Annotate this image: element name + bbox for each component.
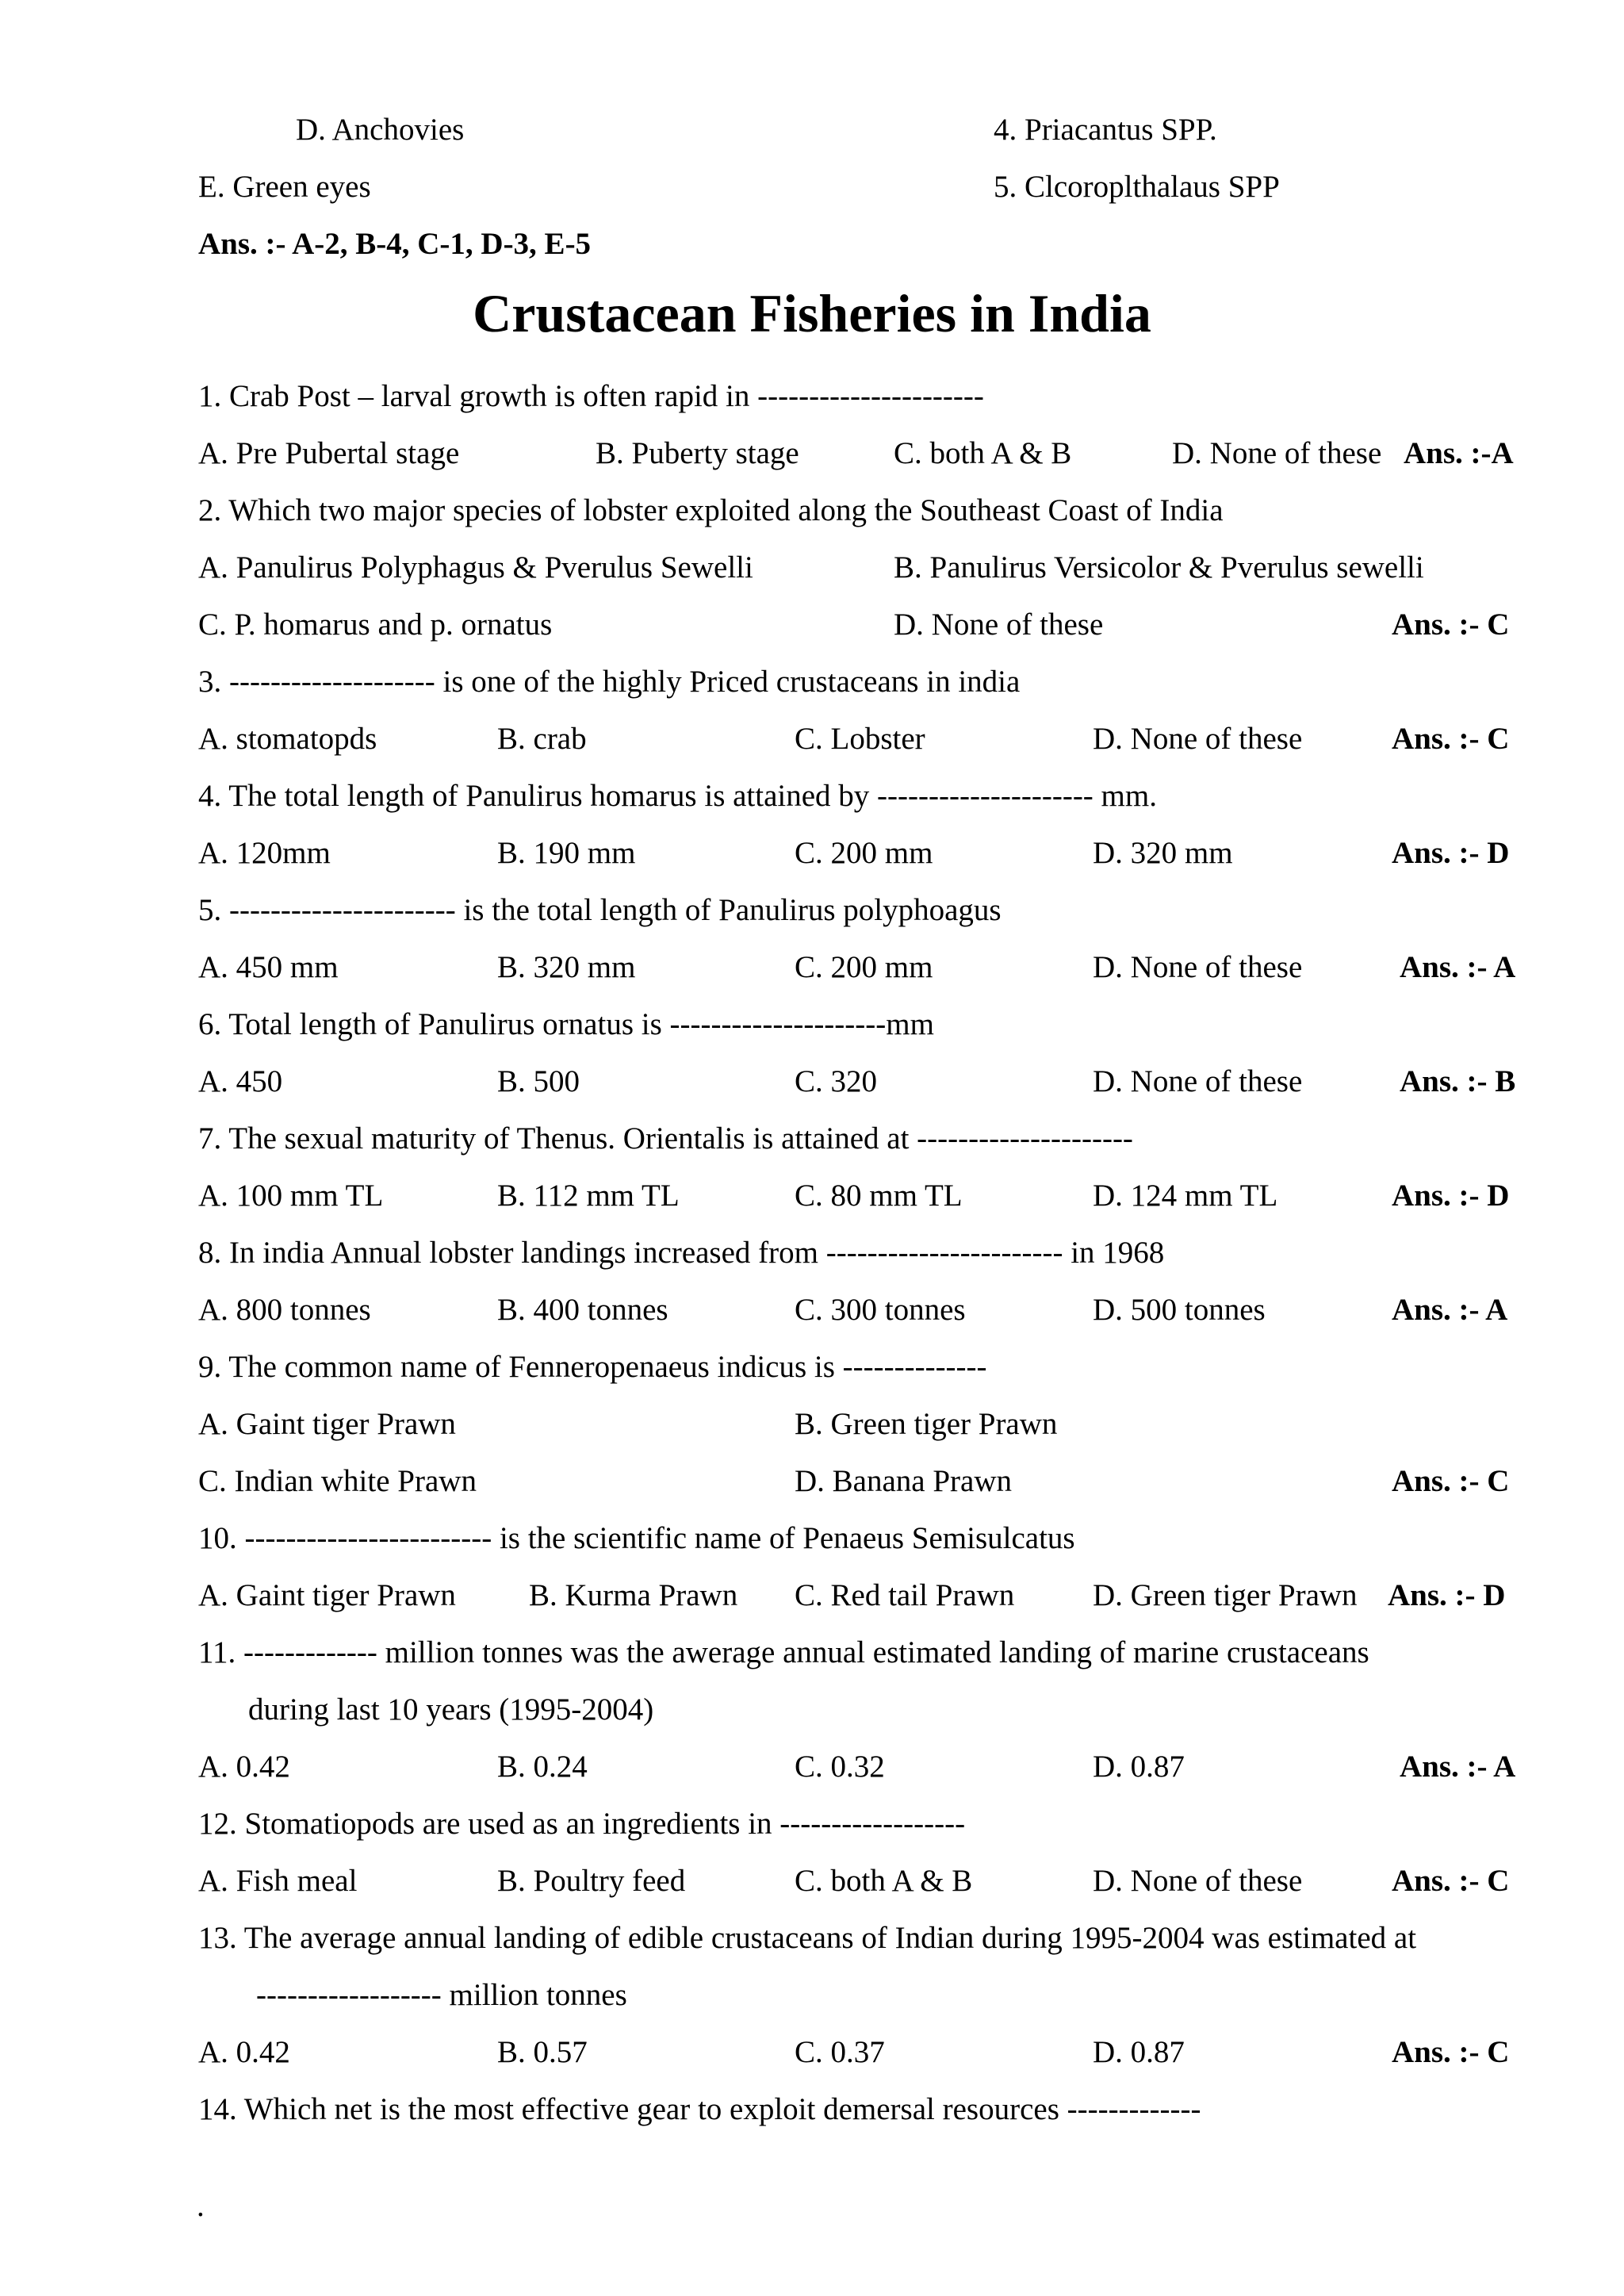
question-1: 1. Crab Post – larval growth is often rapid in ----------------------	[198, 379, 984, 413]
q7-answer: Ans. :- D	[1392, 1179, 1510, 1213]
q10-option-d: D. Green tiger Prawn	[1093, 1578, 1358, 1612]
q6-option-c: C. 320	[795, 1064, 878, 1098]
q11-option-a: A. 0.42	[198, 1750, 290, 1784]
q10-option-a: A. Gaint tiger Prawn	[198, 1578, 456, 1612]
q4-answer: Ans. :- D	[1392, 836, 1510, 870]
q1-option-a: A. Pre Pubertal stage	[198, 436, 460, 470]
q12-answer: Ans. :- C	[1392, 1864, 1510, 1898]
q9-option-b: B. Green tiger Prawn	[795, 1407, 1058, 1441]
q4-option-a: A. 120mm	[198, 836, 331, 870]
q10-option-b: B. Kurma Prawn	[529, 1578, 738, 1612]
match-left-item-d: D. Anchovies	[296, 113, 465, 147]
question-5: 5. ---------------------- is the total length of Panulirus polyphoagus	[198, 893, 1002, 927]
q5-option-c: C. 200 mm	[795, 950, 933, 984]
q6-option-b: B. 500	[497, 1064, 580, 1098]
q4-option-b: B. 190 mm	[497, 836, 636, 870]
question-7: 7. The sexual maturity of Thenus. Orientalis is attained at ---------------------	[198, 1121, 1133, 1156]
question-14: 14. Which net is the most effective gear to exploit demersal resources -------------	[198, 2092, 1201, 2126]
q3-option-a: A. stomatopds	[198, 722, 377, 756]
q7-option-a: A. 100 mm TL	[198, 1179, 384, 1213]
match-right-item-5: 5. Clcoroplthalaus SPP	[994, 170, 1280, 204]
q2-option-b: B. Panulirus Versicolor & Pverulus sewelli	[894, 550, 1424, 585]
question-3: 3. -------------------- is one of the highly Priced crustaceans in india	[198, 665, 1021, 699]
q11-option-d: D. 0.87	[1093, 1750, 1185, 1784]
q5-option-b: B. 320 mm	[497, 950, 636, 984]
q8-answer: Ans. :- A	[1392, 1293, 1508, 1327]
q1-answer: Ans. :-A	[1404, 436, 1514, 470]
q13-answer: Ans. :- C	[1392, 2035, 1510, 2069]
q6-option-a: A. 450	[198, 1064, 283, 1098]
q6-answer: Ans. :- B	[1400, 1064, 1516, 1098]
q12-option-d: D. None of these	[1093, 1864, 1303, 1898]
match-answer: Ans. :- A-2, B-4, C-1, D-3, E-5	[198, 227, 592, 261]
q9-answer: Ans. :- C	[1392, 1464, 1510, 1498]
question-8: 8. In india Annual lobster landings increased from ----------------------- in 1968	[198, 1236, 1165, 1270]
q1-option-d: D. None of these	[1172, 436, 1382, 470]
question-10: 10. ------------------------ is the scientific name of Penaeus Semisulcatus	[198, 1521, 1075, 1555]
q11-option-b: B. 0.24	[497, 1750, 588, 1784]
q3-option-c: C. Lobster	[795, 722, 925, 756]
q3-option-b: B. crab	[497, 722, 587, 756]
q12-option-a: A. Fish meal	[198, 1864, 358, 1898]
q10-answer: Ans. :- D	[1388, 1578, 1506, 1612]
q5-answer: Ans. :- A	[1400, 950, 1516, 984]
question-13-continued: ------------------ million tonnes	[256, 1978, 627, 2012]
q5-option-a: A. 450 mm	[198, 950, 339, 984]
question-2: 2. Which two major species of lobster exploited along the Southeast Coast of India	[198, 493, 1224, 527]
match-right-item-4: 4. Priacantus SPP.	[994, 113, 1217, 147]
question-11: 11. ------------- million tonnes was the awerage annual estimated landing of marine crustaceans	[198, 1635, 1369, 1669]
q1-option-c: C. both A & B	[894, 436, 1072, 470]
match-left-item-e: E. Green eyes	[198, 170, 371, 204]
q2-option-d: D. None of these	[894, 608, 1104, 642]
q1-option-b: B. Puberty stage	[596, 436, 799, 470]
q11-answer: Ans. :- A	[1400, 1750, 1516, 1784]
q7-option-b: B. 112 mm TL	[497, 1179, 680, 1213]
q8-option-c: C. 300 tonnes	[795, 1293, 966, 1327]
q7-option-d: D. 124 mm TL	[1093, 1179, 1278, 1213]
q3-option-d: D. None of these	[1093, 722, 1303, 756]
q3-answer: Ans. :- C	[1392, 722, 1510, 756]
question-9: 9. The common name of Fenneropenaeus indicus is --------------	[198, 1350, 987, 1384]
q12-option-c: C. both A & B	[795, 1864, 973, 1898]
q10-option-c: C. Red tail Prawn	[795, 1578, 1015, 1612]
q13-option-c: C. 0.37	[795, 2035, 885, 2069]
q4-option-c: C. 200 mm	[795, 836, 933, 870]
section-title: Crustacean Fisheries in India	[473, 283, 1151, 343]
q8-option-b: B. 400 tonnes	[497, 1293, 668, 1327]
q5-option-d: D. None of these	[1093, 950, 1303, 984]
q12-option-b: B. Poultry feed	[497, 1864, 686, 1898]
q6-option-d: D. None of these	[1093, 1064, 1303, 1098]
q8-option-d: D. 500 tonnes	[1093, 1293, 1266, 1327]
q2-option-c: C. P. homarus and p. ornatus	[198, 608, 553, 642]
q13-option-d: D. 0.87	[1093, 2035, 1185, 2069]
q13-option-b: B. 0.57	[497, 2035, 588, 2069]
q7-option-c: C. 80 mm TL	[795, 1179, 963, 1213]
question-6: 6. Total length of Panulirus ornatus is ---------------------mm	[198, 1007, 934, 1041]
q9-option-a: A. Gaint tiger Prawn	[198, 1407, 456, 1441]
q2-answer: Ans. :- C	[1392, 608, 1510, 642]
question-12: 12. Stomatiopods are used as an ingredients in ------------------	[198, 1807, 966, 1841]
q2-option-a: A. Panulirus Polyphagus & Pverulus Sewelli	[198, 550, 753, 585]
q8-option-a: A. 800 tonnes	[198, 1293, 371, 1327]
q9-option-c: C. Indian white Prawn	[198, 1464, 477, 1498]
q4-option-d: D. 320 mm	[1093, 836, 1233, 870]
question-4: 4. The total length of Panulirus homarus is attained by --------------------- mm.	[198, 779, 1157, 813]
footer-dot: .	[197, 2189, 205, 2223]
q13-option-a: A. 0.42	[198, 2035, 290, 2069]
question-13: 13. The average annual landing of edible crustaceans of Indian during 1995-2004 was estimated at	[198, 1921, 1417, 1955]
question-11-continued: during last 10 years (1995-2004)	[248, 1692, 654, 1727]
q11-option-c: C. 0.32	[795, 1750, 885, 1784]
q9-option-d: D. Banana Prawn	[795, 1464, 1013, 1498]
